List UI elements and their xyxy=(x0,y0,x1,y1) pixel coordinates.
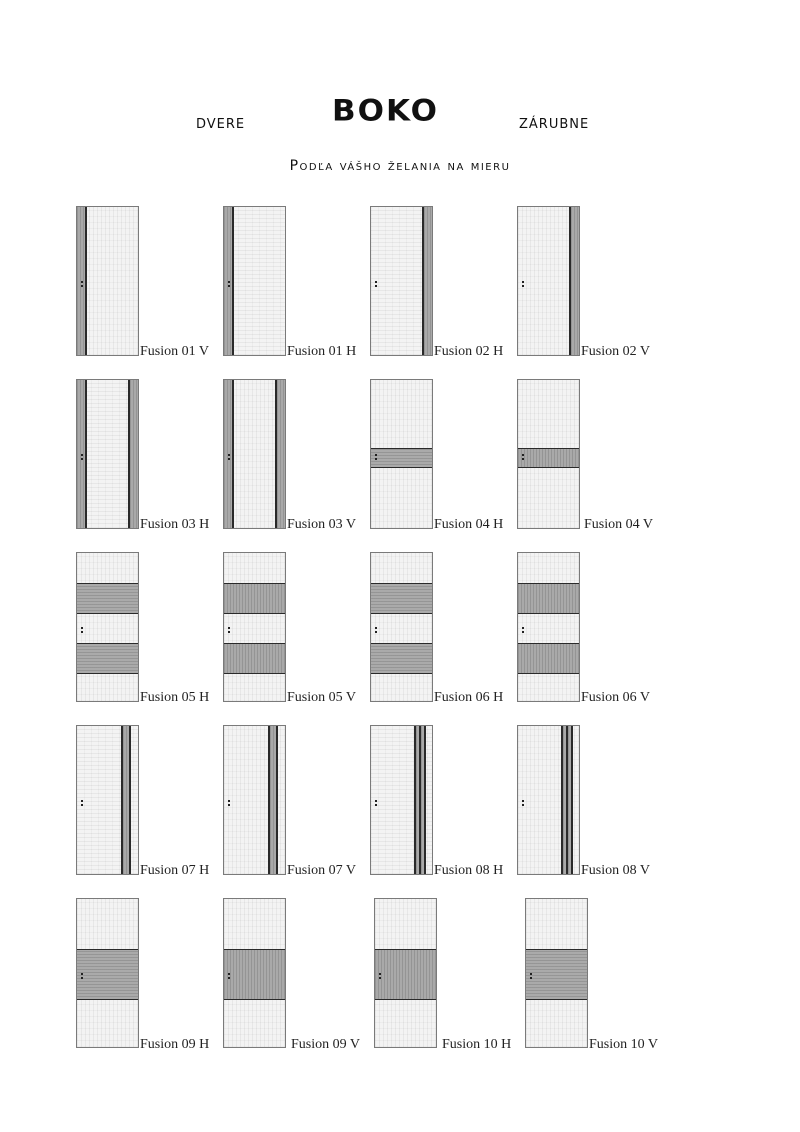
door-inlay-line xyxy=(371,467,432,468)
page-subtitle: Podľa vášho želania na mieru xyxy=(289,158,511,174)
door-inlay-band xyxy=(77,643,138,674)
door-handle-dot xyxy=(375,458,377,460)
door-inlay-line xyxy=(518,467,579,468)
door-model-label: Fusion 08 V xyxy=(581,863,650,878)
door-illustration xyxy=(76,725,139,875)
door-model-label: Fusion 08 H xyxy=(434,863,504,878)
door-inlay-band xyxy=(371,643,432,674)
door-inlay-line xyxy=(77,643,138,644)
door-handle-dot xyxy=(375,631,377,633)
door-inlay-band xyxy=(224,949,285,1000)
door-handle-dot xyxy=(228,458,230,460)
door-handle-dot xyxy=(81,800,83,802)
header-label-doors: DVERE xyxy=(196,117,246,132)
door-inlay-line xyxy=(232,207,234,355)
door-inlay-band xyxy=(518,583,579,614)
door-illustration xyxy=(223,379,286,529)
door-inlay-line xyxy=(371,583,432,584)
door-inlay-band xyxy=(77,949,138,1000)
door-inlay-line xyxy=(77,999,138,1000)
door-handle-dot xyxy=(522,285,524,287)
door-inlay-band xyxy=(224,643,285,674)
door-handle-dot xyxy=(375,800,377,802)
door-handle-dot xyxy=(379,977,381,979)
door-inlay-line xyxy=(77,613,138,614)
door-model-label: Fusion 07 V xyxy=(287,863,356,878)
door-handle-dot xyxy=(375,285,377,287)
door-inlay-line xyxy=(424,726,426,874)
door-handle-dot xyxy=(228,977,230,979)
door-illustration xyxy=(525,898,588,1048)
door-model-label: Fusion 05 V xyxy=(287,690,356,705)
door-illustration xyxy=(76,898,139,1048)
door-inlay-line xyxy=(77,583,138,584)
door-handle-dot xyxy=(522,454,524,456)
door-model-label: Fusion 10 V xyxy=(589,1037,658,1052)
door-inlay-line xyxy=(518,583,579,584)
door-model-label: Fusion 05 H xyxy=(140,690,210,705)
door-handle-dot xyxy=(530,973,532,975)
door-inlay-line xyxy=(232,380,234,528)
door-illustration xyxy=(370,206,433,356)
door-model-label: Fusion 09 V xyxy=(291,1037,360,1052)
door-inlay-line xyxy=(371,673,432,674)
door-inlay-band xyxy=(526,949,587,1000)
door-handle-dot xyxy=(522,800,524,802)
door-model-label: Fusion 02 V xyxy=(581,344,650,359)
door-inlay-band xyxy=(224,583,285,614)
door-handle-dot xyxy=(81,804,83,806)
door-inlay-band xyxy=(371,583,432,614)
door-inlay-line xyxy=(224,999,285,1000)
brand-logo: BOKO xyxy=(332,93,439,129)
door-handle-dot xyxy=(375,281,377,283)
door-inlay-line xyxy=(224,613,285,614)
door-illustration xyxy=(223,725,286,875)
door-inlay-line xyxy=(518,448,579,449)
door-illustration xyxy=(76,379,139,529)
door-handle-dot xyxy=(522,804,524,806)
door-handle-dot xyxy=(81,977,83,979)
door-illustration xyxy=(517,552,580,702)
door-illustration xyxy=(370,379,433,529)
door-handle-dot xyxy=(228,973,230,975)
door-model-label: Fusion 07 H xyxy=(140,863,210,878)
door-handle-dot xyxy=(530,977,532,979)
door-inlay-line xyxy=(224,583,285,584)
door-handle-dot xyxy=(81,631,83,633)
door-inlay-strip xyxy=(130,380,139,528)
door-handle-dot xyxy=(81,973,83,975)
door-inlay-band xyxy=(77,583,138,614)
door-inlay-line xyxy=(224,643,285,644)
door-handle-dot xyxy=(228,627,230,629)
door-inlay-line xyxy=(518,613,579,614)
door-illustration xyxy=(517,379,580,529)
door-illustration xyxy=(517,206,580,356)
door-inlay-strip xyxy=(571,207,580,355)
door-illustration xyxy=(223,552,286,702)
door-inlay-line xyxy=(571,726,573,874)
door-model-label: Fusion 06 V xyxy=(581,690,650,705)
door-inlay-strip xyxy=(277,380,286,528)
door-inlay-band xyxy=(518,643,579,674)
door-inlay-line xyxy=(276,726,278,874)
door-handle-dot xyxy=(81,281,83,283)
door-inlay-line xyxy=(375,949,436,950)
door-model-label: Fusion 04 V xyxy=(584,517,653,532)
door-model-label: Fusion 03 H xyxy=(140,517,210,532)
door-handle-dot xyxy=(228,631,230,633)
door-inlay-band xyxy=(518,448,579,468)
door-handle-dot xyxy=(228,285,230,287)
door-handle-dot xyxy=(81,454,83,456)
door-inlay-line xyxy=(85,207,87,355)
door-inlay-line xyxy=(371,643,432,644)
door-illustration xyxy=(517,725,580,875)
door-inlay-band xyxy=(371,448,432,468)
door-inlay-line xyxy=(77,673,138,674)
door-model-label: Fusion 01 H xyxy=(287,344,357,359)
door-inlay-line xyxy=(77,949,138,950)
door-model-label: Fusion 03 V xyxy=(287,517,356,532)
door-inlay-line xyxy=(85,380,87,528)
door-illustration xyxy=(370,552,433,702)
door-handle-dot xyxy=(81,285,83,287)
door-handle-dot xyxy=(228,281,230,283)
door-handle-dot xyxy=(375,627,377,629)
door-model-label: Fusion 02 H xyxy=(434,344,504,359)
door-inlay-line xyxy=(371,613,432,614)
door-illustration xyxy=(223,898,286,1048)
door-handle-dot xyxy=(379,973,381,975)
door-illustration xyxy=(223,206,286,356)
door-model-label: Fusion 01 V xyxy=(140,344,209,359)
door-model-label: Fusion 09 H xyxy=(140,1037,210,1052)
door-illustration xyxy=(76,552,139,702)
door-illustration xyxy=(76,206,139,356)
door-handle-dot xyxy=(228,800,230,802)
door-handle-dot xyxy=(522,281,524,283)
door-illustration xyxy=(374,898,437,1048)
door-inlay-line xyxy=(371,448,432,449)
door-inlay-band xyxy=(375,949,436,1000)
door-inlay-line xyxy=(224,673,285,674)
door-handle-dot xyxy=(228,454,230,456)
door-illustration xyxy=(370,725,433,875)
door-handle-dot xyxy=(81,627,83,629)
door-inlay-line xyxy=(375,999,436,1000)
door-inlay-line xyxy=(526,949,587,950)
door-model-label: Fusion 04 H xyxy=(434,517,504,532)
door-handle-dot xyxy=(375,804,377,806)
door-model-label: Fusion 10 H xyxy=(442,1037,512,1052)
door-handle-dot xyxy=(522,458,524,460)
door-inlay-line xyxy=(129,726,131,874)
door-handle-dot xyxy=(522,631,524,633)
door-handle-dot xyxy=(228,804,230,806)
door-inlay-line xyxy=(518,643,579,644)
door-model-label: Fusion 06 H xyxy=(434,690,504,705)
door-inlay-line xyxy=(526,999,587,1000)
door-inlay-line xyxy=(224,949,285,950)
header-label-frames: ZÁRUBNE xyxy=(519,117,590,132)
door-handle-dot xyxy=(522,627,524,629)
door-inlay-strip xyxy=(424,207,433,355)
door-handle-dot xyxy=(81,458,83,460)
door-handle-dot xyxy=(375,454,377,456)
door-inlay-line xyxy=(518,673,579,674)
